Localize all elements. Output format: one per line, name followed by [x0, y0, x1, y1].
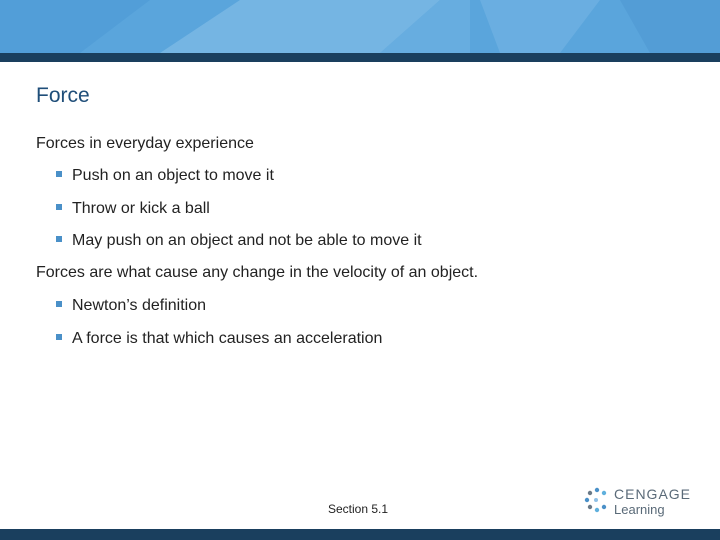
square-bullet-icon [56, 334, 62, 340]
bullet-level1 [36, 264, 478, 282]
square-bullet-icon [56, 204, 62, 210]
header-rule [0, 53, 720, 62]
bullet-level2 [56, 232, 422, 250]
bullet-level2 [56, 297, 206, 315]
section-label: Section 5.1 [328, 502, 389, 516]
bullet-level2 [56, 330, 382, 348]
footer-rule [0, 529, 720, 540]
square-bullet-icon [56, 236, 62, 242]
bullet-level1 [36, 135, 254, 153]
bullet-text: Forces are what cause any change in the velocity of an object. [36, 264, 479, 281]
bullet-text: A force is that which causes an acceleration [72, 330, 383, 347]
bullet-level2 [56, 167, 274, 185]
logo-word-cengage: CENGAGE [614, 486, 692, 502]
header-band [0, 0, 720, 53]
bullet-text: Forces in everyday experience [36, 135, 254, 152]
bullet-level2 [56, 200, 210, 218]
bullet-text: May push on an object and not be able to move it [72, 232, 422, 249]
slide-title: Force [36, 84, 90, 107]
header-pattern [0, 0, 720, 53]
cengage-logo [584, 484, 694, 520]
square-bullet-icon [56, 301, 62, 307]
bullet-text: Push on an object to move it [72, 167, 274, 184]
bullet-text: Throw or kick a ball [72, 200, 210, 217]
cengage-mark-icon [584, 486, 610, 516]
square-bullet-icon [56, 171, 62, 177]
bullet-text: Newton’s definition [72, 297, 207, 314]
logo-word-learning: Learning [614, 502, 665, 517]
